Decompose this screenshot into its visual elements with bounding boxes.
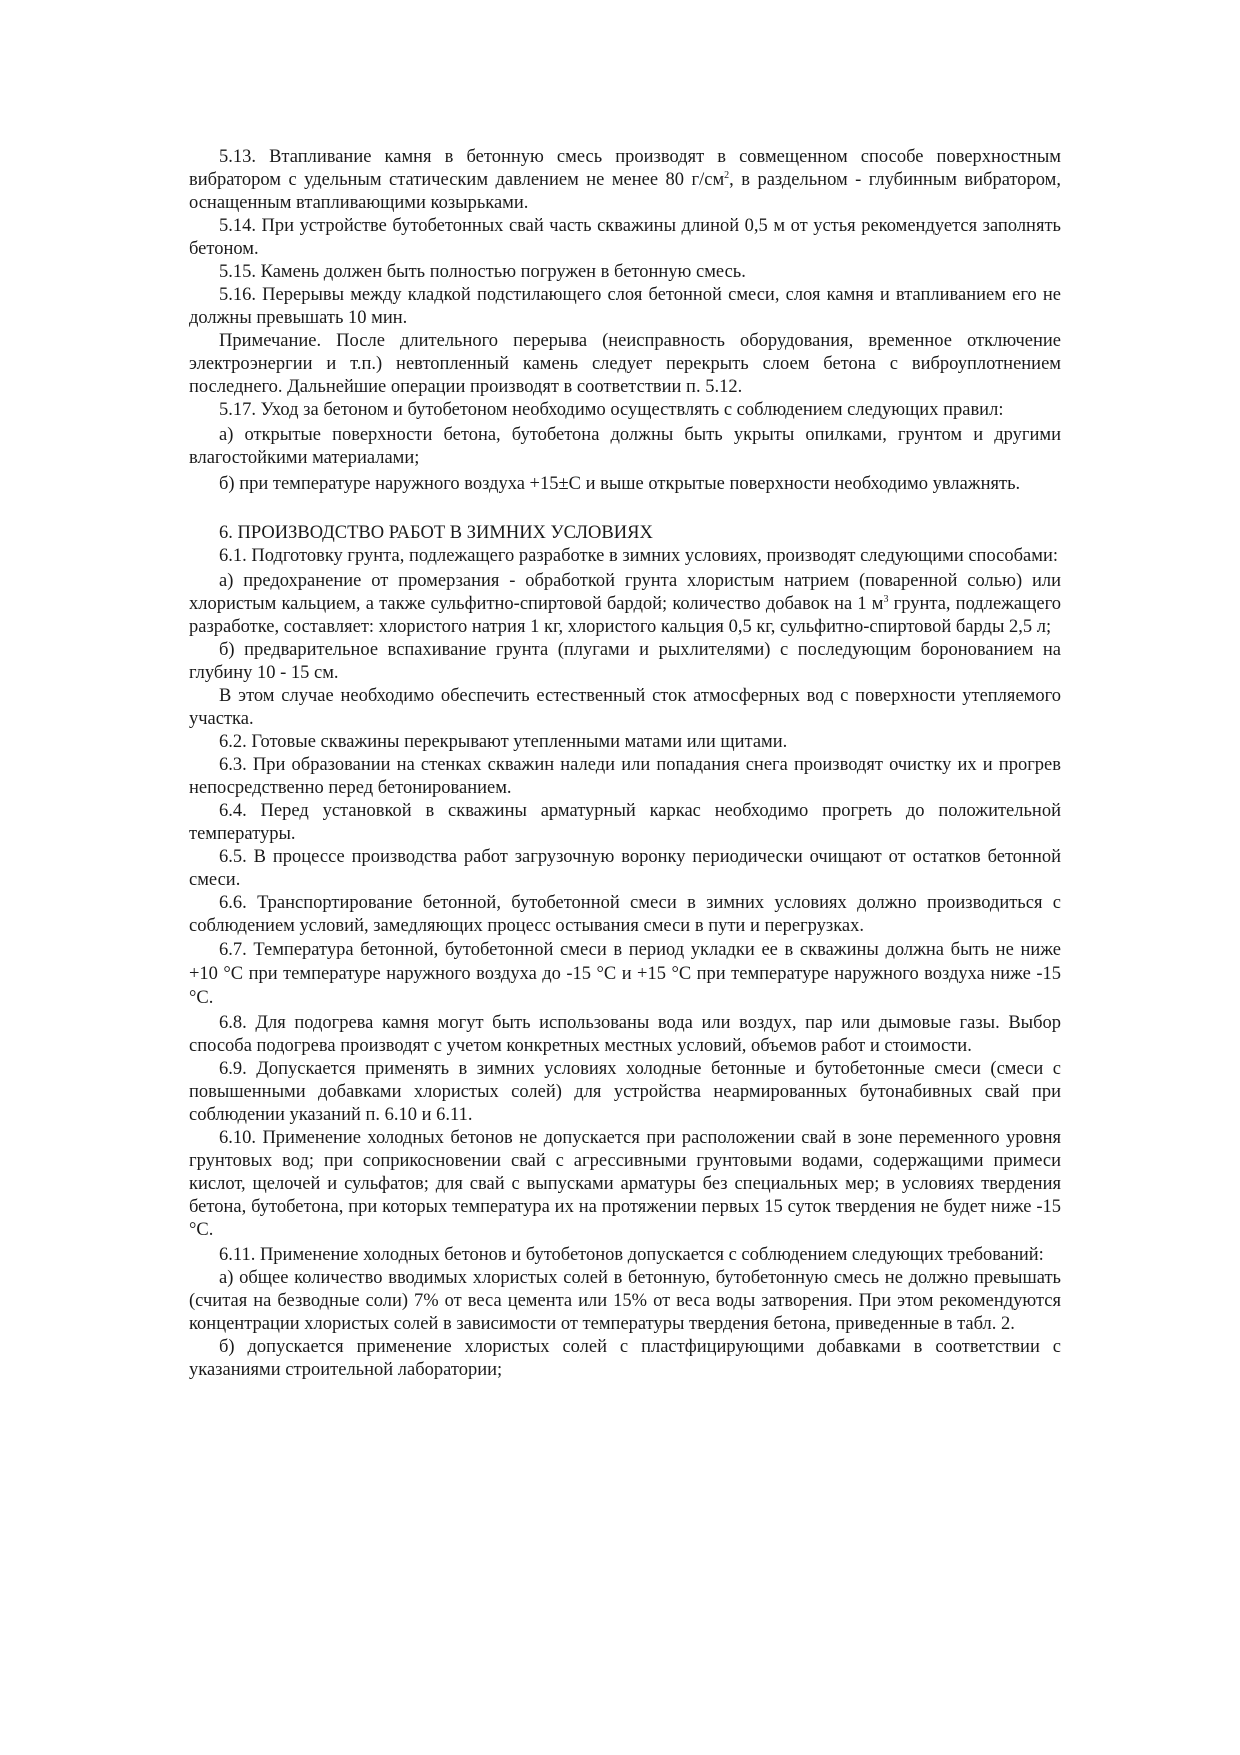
- paragraph-5-17: 5.17. Уход за бетоном и бутобетоном необходимо осуществлять с соблюдением следующих правил:: [219, 400, 1004, 420]
- paragraph-6-4: 6.4. Перед установкой в скважины арматурный каркас необходимо прогреть до положительной температуры.: [189, 801, 1061, 844]
- paragraph-5-13: [189, 146, 1061, 215]
- paragraph-6-1: 6.1. Подготовку грунта, подлежащего разработке в зимних условиях, производят следующими способами:: [219, 546, 1058, 566]
- paragraph-6-8: 6.8. Для подогрева камня могут быть использованы вода или воздух, пар или дымовые газы. Выбор способа подогрева производят с учетом конкретных местных условий, объемов работ и стоимости.: [189, 1013, 1061, 1056]
- document-page: [189, 146, 1061, 1382]
- paragraph-5-15: 5.15. Камень должен быть полностью погружен в бетонную смесь.: [219, 262, 746, 282]
- paragraph-6-1-b: б) предварительное вспахивание грунта (плугами и рыхлителями) с последующим боронованием на глубину 10 - 15 см.: [189, 640, 1061, 683]
- paragraph-text: , в раздельном - глубинным вибратором, оснащенным втапливающими козырьками.: [189, 170, 1061, 213]
- paragraph-6-3: 6.3. При образовании на стенках скважин наледи или попадания снега производят очистку их и прогрев непосредственно перед бетонированием.: [189, 755, 1061, 798]
- paragraph-6-11-a: а) общее количество вводимых хлористых солей в бетонную, бутобетонную смесь не должно превышать (считая на безводные соли) 7% от веса цемента или 15% от веса воды затворения. При этом рекомендуются концентрации хлористых солей в зависимости от температуры твердения бетона, приведенные в табл. 2.: [189, 1268, 1061, 1334]
- superscript: 3: [883, 593, 889, 605]
- paragraph-5-14: 5.14. При устройстве бутобетонных свай часть скважины длиной 0,5 м от устья рекомендуется заполнять бетоном.: [189, 216, 1061, 259]
- paragraph-6-11-b: б) допускается применение хлористых солей с пластфицирующими добавками в соответствии с указаниями строительной лаборатории;: [189, 1337, 1061, 1380]
- paragraph-5-17-b: б) при температуре наружного воздуха +15±С и выше открытые поверхности необходимо увлажнять.: [219, 474, 1021, 494]
- paragraph-5-17-a: а) открытые поверхности бетона, бутобетона должны быть укрыты опилками, грунтом и другими влагостойкими материалами;: [189, 425, 1061, 468]
- paragraph-text: 5.13. Втапливание камня в бетонную смесь производят в совмещенном способе поверхностным вибратором с удельным статическим давлением не менее 80 г/см: [189, 147, 1061, 190]
- paragraph-6-1-a: [189, 570, 1061, 639]
- paragraph-note: Примечание. После длительного перерыва (неисправность оборудования, временное отключение электроэнергии и т.п.) невтопленный камень следует перекрыть слоем бетона с виброуплотнением последнего. Дальнейшие операции производят в соответствии п. 5.12.: [189, 331, 1061, 397]
- paragraph-6-10: 6.10. Применение холодных бетонов не допускается при расположении свай в зоне переменного уровня грунтовых вод; при соприкосновении свай с агрессивными грунтовыми водами, содержащими примеси кислот, щелочей и сульфатов; для свай с выпусками арматуры без специальных мер; в условиях твердения бетона, бутобетона, при которых температура их на протяжении первых 15 суток твердения не будет ниже -15 °С.: [189, 1128, 1061, 1240]
- paragraph-text: а) предохранение от промерзания - обработкой грунта хлористым натрием (поваренной солью) или хлористым кальцием, а также сульфитно-спиртовой бардой; количество добавок на 1 м: [189, 571, 1061, 614]
- paragraph-text: грунта, подлежащего разработке, составляет: хлористого натрия 1 кг, хлористого кальция 0,5 кг, сульфитно-спиртовой барды 2,5 л;: [189, 594, 1061, 637]
- paragraph-6-5: 6.5. В процессе производства работ загрузочную воронку периодически очищают от остатков бетонной смеси.: [189, 847, 1061, 890]
- superscript: 2: [724, 169, 730, 181]
- section-heading-6: 6. ПРОИЗВОДСТВО РАБОТ В ЗИМНИХ УСЛОВИЯХ: [219, 523, 653, 543]
- paragraph-6-6: 6.6. Транспортирование бетонной, бутобетонной смеси в зимних условиях должно производиться с соблюдением условий, замедляющих процесс остывания смеси в пути и перегрузках.: [189, 893, 1061, 936]
- paragraph-6-9: 6.9. Допускается применять в зимних условиях холодные бетонные и бутобетонные смеси (смеси с повышенными добавками хлористых солей) для устройства неармированных бутонабивных свай при соблюдении указаний п. 6.10 и 6.11.: [189, 1059, 1061, 1125]
- paragraph-6-2: 6.2. Готовые скважины перекрывают утепленными матами или щитами.: [219, 732, 788, 752]
- paragraph-6-7: 6.7. Температура бетонной, бутобетонной смеси в период укладки ее в скважины должна быть не ниже +10 °С при температуре наружного воздуха до -15 °С и +15 °С при температуре наружного воздуха ниже -15 °С.: [189, 940, 1061, 1008]
- paragraph-6-11: 6.11. Применение холодных бетонов и бутобетонов допускается с соблюдением следующих требований:: [219, 1245, 1044, 1265]
- paragraph-5-16: 5.16. Перерывы между кладкой подстилающего слоя бетонной смеси, слоя камня и втапливанием его не должны превышать 10 мин.: [189, 285, 1061, 328]
- paragraph-6-1-c: В этом случае необходимо обеспечить естественный сток атмосферных вод с поверхности утепляемого участка.: [189, 686, 1061, 729]
